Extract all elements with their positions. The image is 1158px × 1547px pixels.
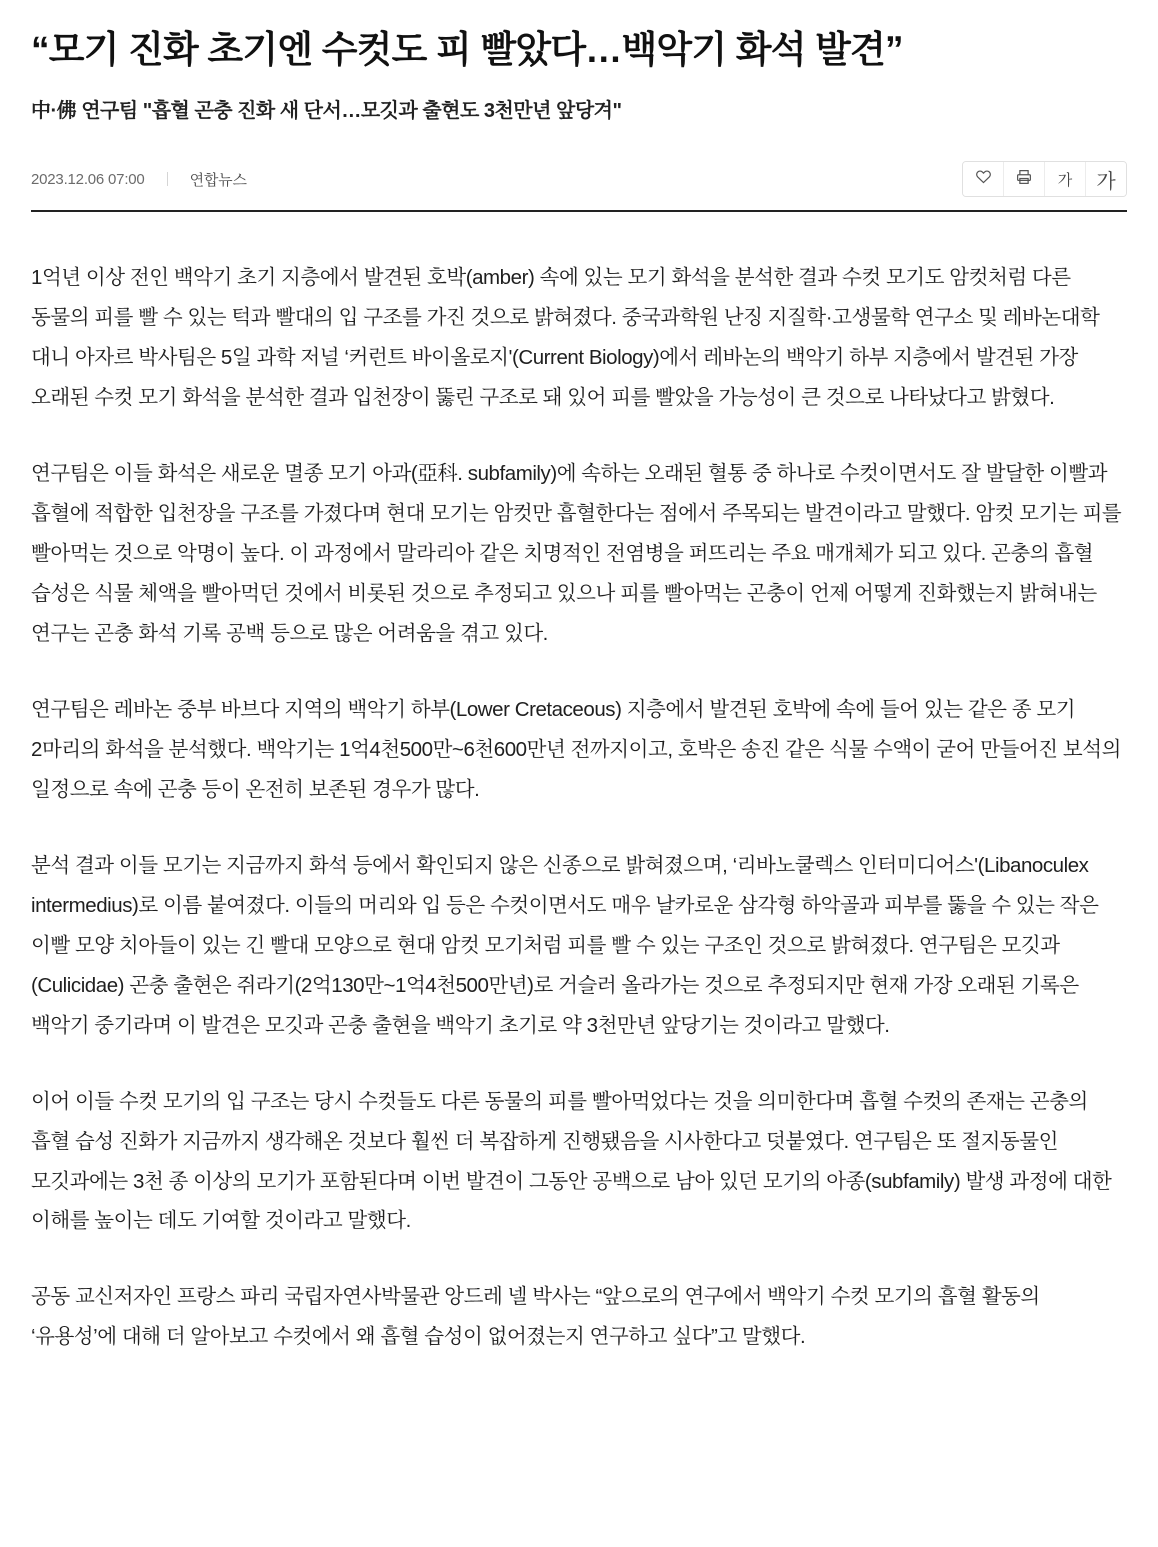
article-body	[25, 258, 1133, 1357]
print-button[interactable]	[1004, 162, 1045, 196]
article-paragraph: 공동 교신저자인 프랑스 파리 국립자연사박물관 앙드레 넬 박사는 “앞으로의 연구에서 백악기 수컷 모기의 흡혈 활동의 ‘유용성’에 대해 더 알아보고 수컷에서 왜 흡혈 습성이 없어졌는지 연구하고 싶다”고 말했다.	[31, 1285, 1040, 1349]
article-paragraph: 연구팀은 이들 화석은 새로운 멸종 모기 아과(亞科. subfamily)에 속하는 오래된 혈통 중 하나로 수컷이면서도 잘 발달한 이빨과 흡혈에 적합한 입천장을 구조를 가졌다며 현대 모기는 암컷만 흡혈한다는 점에서 주목되는 발견이라고 말했다. 암컷 모기는 피를 빨아먹는 것으로 악명이 높다. 이 과정에서 말라리아 같은 치명적인 전염병을 퍼뜨리는 주요 매개체가 되고 있다. 곤충의 흡혈 습성은 식물 체액을 빨아먹던 것에서 비롯된 것으로 추정되고 있으나 피를 빨아먹는 곤충이 언제 어떻게 진화했는지 밝혀내는 연구는 곤충 화석 기록 공백 등으로 많은 어려움을 겪고 있다.	[31, 461, 1122, 645]
article-meta-left	[31, 169, 247, 190]
publish-date: 2023.12.06 07:00	[31, 170, 145, 188]
page-title: “모기 진화 초기엔 수컷도 피 빨았다…백악기 화석 발견”	[31, 29, 903, 70]
article-meta-row	[25, 162, 1133, 196]
meta-divider	[167, 172, 168, 186]
article-paragraph: 1억년 이상 전인 백악기 초기 지층에서 발견된 호박(amber) 속에 있는 모기 화석을 분석한 결과 수컷 모기도 암컷처럼 다른 동물의 피를 빨 수 있는 턱과 빨대의 입 구조를 가진 것으로 밝혀졌다. 중국과학원 난징 지질학·고생물학 연구소 및 레바논대학 대니 아자르 박사팀은 5일 과학 저널 ‘커런트 바이올로지'(Current Biology)에서 레바논의 백악기 하부 지층에서 발견된 가장 오래된 수컷 모기 화석을 분석한 결과 입천장이 뚫린 구조로 돼 있어 피를 빨았을 가능성이 큰 것으로 나타났다고 밝혔다.	[31, 266, 1100, 409]
article-paragraph: 이어 이들 수컷 모기의 입 구조는 당시 수컷들도 다른 동물의 피를 빨아먹었다는 것을 의미한다며 흡혈 수컷의 존재는 곤충의 흡혈 습성 진화가 지금까지 생각해온 것보다 훨씬 더 복잡하게 진행됐음을 시사한다고 덧붙였다. 연구팀은 또 절지동물인 모깃과에는 3천 종 이상의 모기가 포함된다며 이번 발견이 그동안 공백으로 남아 있던 모기의 아종(subfamily) 발생 과정에 대한 이해를 높이는 데도 기여할 것이라고 말했다.	[31, 1089, 1112, 1233]
article-source: 연합뉴스	[189, 171, 247, 189]
article-page	[25, 0, 1133, 1357]
printer-icon	[1015, 168, 1033, 191]
article-tools	[962, 161, 1127, 197]
heart-icon	[975, 168, 992, 190]
like-button[interactable]	[963, 162, 1004, 196]
font-size-large-button[interactable]: 가	[1086, 162, 1126, 196]
article-paragraph: 분석 결과 이들 모기는 지금까지 화석 등에서 확인되지 않은 신종으로 밝혀졌으며, ‘리바노쿨렉스 인터미디어스'(Libanoculex intermedius)로 이름 붙여졌다. 이들의 머리와 입 등은 수컷이면서도 매우 날카로운 삼각형 하악골과 피부를 뚫을 수 있는 작은 이빨 모양 치아들이 있는 긴 빨대 모양으로 현대 암컷 모기처럼 피를 빨 수 있는 구조인 것으로 밝혀졌다. 연구팀은 모깃과(Culicidae) 곤충 출현은 쥐라기(2억130만~1억4천500만년)로 거슬러 올라가는 것으로 추정되지만 현재 가장 오래된 기록은 백악기 중기라며 이 발견은 모깃과 곤충 출현을 백악기 초기로 약 3천만년 앞당기는 것이라고 말했다.	[31, 853, 1099, 1037]
article-subheadline: 中·佛 연구팀 "흡혈 곤충 진화 새 단서…모깃과 출현도 3천만년 앞당겨"	[31, 100, 622, 123]
header-divider	[31, 210, 1127, 212]
font-size-small-button[interactable]: 가	[1045, 162, 1086, 196]
article-paragraph: 연구팀은 레바논 중부 바브다 지역의 백악기 하부(Lower Cretaceous) 지층에서 발견된 호박에 속에 들어 있는 같은 종 모기 2마리의 화석을 분석했다. 백악기는 1억4천500만~6천600만년 전까지이고, 호박은 송진 같은 식물 수액이 굳어 만들어진 보석의 일정으로 속에 곤충 등이 온전히 보존된 경우가 많다.	[31, 697, 1121, 801]
